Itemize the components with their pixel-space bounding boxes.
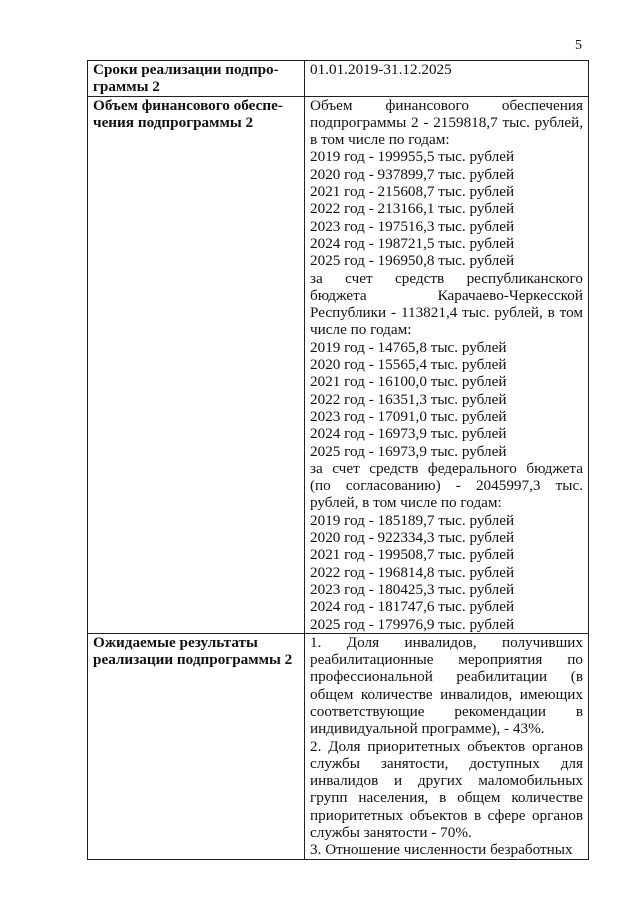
page-number: 5: [575, 38, 582, 53]
table-row: [88, 61, 589, 97]
row-value-results: [305, 633, 589, 859]
funding-year-line: 2020 год - 937899,7 тыс. рублей: [310, 165, 515, 183]
table-row: [88, 96, 589, 633]
row-label-funding: Объем финансового обеспе-чения подпрограммы 2: [88, 96, 305, 633]
federal-year-line: 2021 год - 199508,7 тыс. рублей: [310, 546, 515, 564]
row-label-results: Ожидаемые результаты реализации подпрограммы 2: [88, 633, 305, 859]
federal-year-line: 2020 год - 922334,3 тыс. рублей: [310, 529, 515, 547]
federal-budget-total: за счет средств федерального бюджета (по согласованию) - 2045997,3 тыс. рублей, в том числе по годам:: [310, 459, 583, 512]
period-text: 01.01.2019-31.12.2025: [310, 61, 452, 78]
regional-year-line: 2019 год - 14765,8 тыс. рублей: [310, 338, 507, 356]
result-item: 2. Доля приоритетных объектов органов службы занятости, доступных для инвалидов и других маломобильных групп населения, в общем количестве приоритетных объектов в сфере органов службы занятости - 70%.: [310, 737, 583, 842]
funding-year-line: 2021 год - 215608,7 тыс. рублей: [310, 183, 515, 201]
table-row: [88, 633, 589, 859]
result-item: 3. Отношение численности безработных: [310, 841, 573, 859]
federal-year-line: 2025 год - 179976,9 тыс. рублей: [310, 615, 515, 633]
federal-year-line: 2023 год - 180425,3 тыс. рублей: [310, 580, 515, 598]
regional-year-line: 2022 год - 16351,3 тыс. рублей: [310, 390, 507, 408]
regional-year-line: 2021 год - 16100,0 тыс. рублей: [310, 373, 507, 391]
federal-year-line: 2024 год - 181747,6 тыс. рублей: [310, 598, 515, 616]
federal-year-line: 2022 год - 196814,8 тыс. рублей: [310, 563, 515, 581]
result-item: 1. Доля инвалидов, получивших реабилитационные мероприятия по профессиональной реабилитации (в общем количестве инвалидов, имеющих соответствующие рекомендации в индивидуальной программе), - 43%.: [310, 633, 583, 738]
passport-table: [87, 60, 589, 860]
regional-year-line: 2020 год - 15565,4 тыс. рублей: [310, 356, 507, 374]
regional-year-line: 2023 год - 17091,0 тыс. рублей: [310, 407, 507, 425]
funding-year-line: 2025 год - 196950,8 тыс. рублей: [310, 252, 515, 270]
regional-budget-total: за счет средств республиканского бюджета Карачаево-Черкесской Республики - 113821,4 тыс. рублей, в том числе по годам:: [310, 269, 583, 339]
row-value-funding: [305, 96, 589, 633]
funding-year-line: 2022 год - 213166,1 тыс. рублей: [310, 200, 515, 218]
funding-year-line: 2019 год - 199955,5 тыс. рублей: [310, 148, 515, 166]
federal-year-line: 2019 год - 185189,7 тыс. рублей: [310, 511, 515, 529]
funding-year-line: 2023 год - 197516,3 тыс. рублей: [310, 217, 515, 235]
funding-year-line: 2024 год - 198721,5 тыс. рублей: [310, 234, 515, 252]
regional-year-line: 2024 год - 16973,9 тыс. рублей: [310, 425, 507, 443]
funding-total: Объем финансового обеспечения подпрограммы 2 - 2159818,7 тыс. рублей, в том числе по годам:: [310, 96, 583, 149]
regional-year-line: 2025 год - 16973,9 тыс. рублей: [310, 442, 507, 460]
row-value-period: [305, 61, 589, 97]
row-label-period: Сроки реализации подпро-граммы 2: [88, 61, 305, 97]
